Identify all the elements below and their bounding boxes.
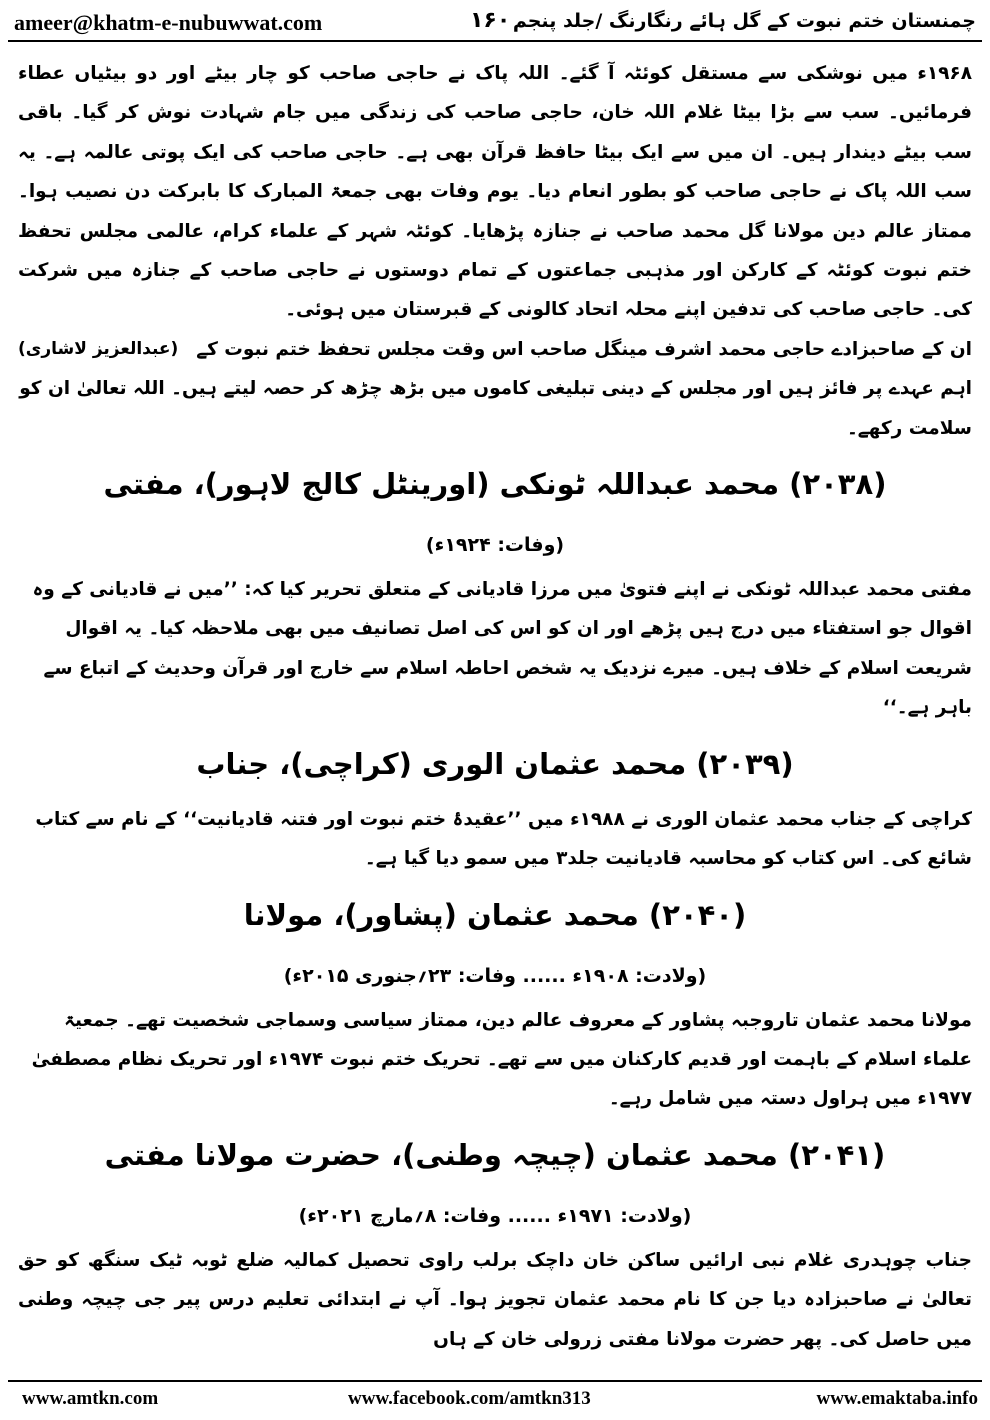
page-footer — [8, 1384, 982, 1414]
section-continuation — [18, 54, 972, 448]
entry-heading: (۲۰۳۹) محمد عثمان الوری (کراچی)، جناب — [196, 746, 794, 781]
page-header — [8, 8, 982, 38]
page-number: ۱۶۰ — [470, 8, 511, 33]
entry-dates: (وفات: ۱۹۲۴ء) — [425, 534, 565, 557]
header-email[interactable]: ameer@khatm-e-nubuwwat.com — [14, 10, 323, 35]
entry-2038 — [18, 448, 972, 728]
page-body — [18, 54, 972, 1374]
footer-link-facebook[interactable]: www.facebook.com/amtkn313 — [348, 1388, 591, 1409]
paragraph: کراچی کے جناب محمد عثمان الوری نے ۱۹۸۸ء میں ’’عقیدۂ ختم نبوت اور فتنہ قادیانیت‘‘ کے نام سے کتاب شائع کی۔ اس کتاب کو محاسبہ قادیانیت جلد۳ میں سمو دیا گیا ہے۔ — [35, 808, 972, 870]
entry-heading: (۲۰۴۰) محمد عثمان (پشاور)، مولانا — [243, 897, 747, 932]
paragraph — [18, 330, 972, 448]
author-byline: (عبدالعزیز لاشاری) — [18, 338, 179, 359]
entry-heading: (۲۰۴۱) محمد عثمان (چیچہ وطنی)، حضرت مولانا مفتی — [104, 1137, 886, 1172]
entry-2041 — [18, 1119, 972, 1359]
entry-dates: (ولادت: ۱۹۷۱ء ...... وفات: ۸؍مارچ ۲۰۲۱ء) — [298, 1204, 692, 1227]
entry-heading: (۲۰۳۸) محمد عبداللہ ٹونکی (اورینٹل کالج لاہور)، مفتی — [103, 467, 887, 502]
footer-link-amtkn[interactable]: www.amtkn.com — [22, 1388, 159, 1409]
entry-dates: (ولادت: ۱۹۰۸ء ...... وفات: ۲۳؍جنوری ۲۰۱۵ء) — [283, 964, 707, 987]
entry-2039 — [18, 728, 972, 879]
footer-rule — [8, 1380, 982, 1382]
paragraph: مفتی محمد عبداللہ ٹونکی نے اپنے فتویٰ میں مرزا قادیانی کے متعلق تحریر کیا کہ: ’’میں نے قادیانی کے وہ اقوال جو استفتاء میں درج ہیں پڑھے اور ان کو اس کی اصل تصانیف میں بھی ملاحظہ کیا۔ یہ اقوال شریعت اسلام کے خلاف ہیں۔ میرے نزدیک یہ شخص احاطہ اسلام سے خارج اور قرآن وحدیث کے اتباع سے باہر ہے۔‘‘ — [32, 579, 972, 719]
running-title: چمنستان ختم نبوت کے گل ہائے رنگارنگ /جلد پنجم — [512, 10, 976, 32]
paragraph: مولانا محمد عثمان تاروجبہ پشاور کے معروف عالم دین، ممتاز سیاسی وسماجی شخصیت تھے۔ جمعیۃ علماء اسلام کے باہمت اور قدیم کارکنان میں سے تھے۔ تحریک ختم نبوت ۱۹۷۴ء اور تحریک نظام مصطفیٰ ۱۹۷۷ء میں ہراول دستہ میں شامل رہے۔ — [31, 1009, 972, 1110]
header-rule — [8, 40, 982, 42]
paragraph: جناب چوہدری غلام نبی ارائیں ساکن خان داچک برلب راوی تحصیل کمالیہ ضلع ٹوبہ ٹیک سنگھ کو حق تعالیٰ نے صاحبزادہ دیا جن کا نام محمد عثمان تجویز ہوا۔ آپ نے ابتدائی تعلیم درس پیر جی چیچہ وطنی میں حاصل کی۔ پھر حضرت مولانا مفتی زرولی خان کے ہاں — [18, 1249, 972, 1350]
paragraph-text: ان کے صاحبزادے حاجی محمد اشرف مینگل صاحب اس وقت مجلس تحفظ ختم نبوت کے اہم عہدے پر فائز ہیں اور مجلس کے دینی تبلیغی کاموں میں بڑھ چڑھ کر حصہ لیتے ہیں۔ اللہ تعالیٰ ان کو سلامت رکھے۔ — [19, 338, 972, 439]
footer-link-emaktaba[interactable]: www.emaktaba.info — [816, 1388, 978, 1409]
entry-2040 — [18, 879, 972, 1119]
paragraph: ۱۹۶۸ء میں نوشکی سے مستقل کوئٹہ آ گئے۔ اللہ پاک نے حاجی صاحب کو چار بیٹے اور دو بیٹیاں عطاء فرمائیں۔ سب سے بڑا بیٹا غلام اللہ خان، حاجی صاحب کی زندگی میں جام شہادت نوش کر گیا۔ باقی سب بیٹے دیندار ہیں۔ ان میں سے ایک بیٹا حافظ قرآن بھی ہے۔ حاجی صاحب کی ایک پوتی عالمہ ہے۔ یہ سب اللہ پاک نے حاجی صاحب کو بطور انعام دیا۔ یوم وفات بھی جمعۃ المبارک کا بابرکت دن نصیب ہوا۔ ممتاز عالم دین مولانا گل محمد صاحب نے جنازہ پڑھایا۔ کوئٹہ شہر کے علماء کرام، عالمی مجلس تحفظ ختم نبوت کوئٹہ کے کارکن اور مذہبی جماعتوں کے تمام دوستوں نے حاجی صاحب کے جنازہ میں شرکت کی۔ حاجی صاحب کی تدفین اپنے محلہ اتحاد کالونی کے قبرستان میں ہوئی۔ — [18, 63, 972, 321]
